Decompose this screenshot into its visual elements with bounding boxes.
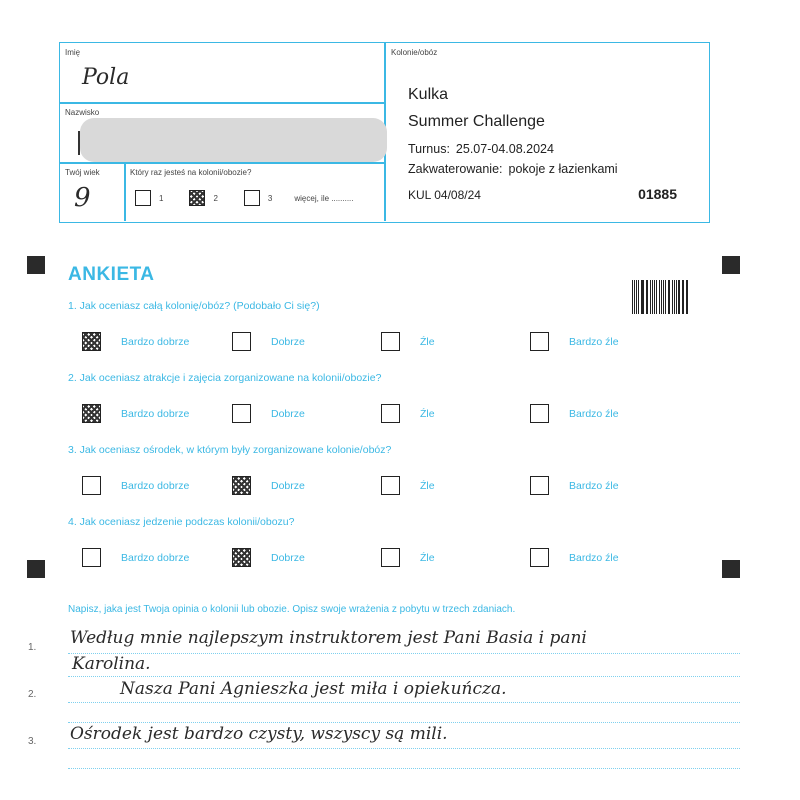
rating-label: Bardzo źle [569, 479, 619, 492]
barcode-bar [686, 280, 687, 314]
name-cell [60, 43, 384, 102]
rating-label: Źle [420, 335, 435, 348]
name-label: Imię [65, 48, 81, 57]
rating-checkbox[interactable] [232, 404, 251, 423]
rating-checkbox[interactable] [381, 476, 400, 495]
barcode-bar [665, 280, 666, 314]
question-2-option[interactable] [530, 404, 619, 423]
question-2-option[interactable] [381, 404, 435, 423]
registration-marker [27, 256, 45, 274]
writing-line [68, 722, 740, 723]
times-label: Który raz jesteś na kolonii/obozie? [130, 168, 252, 177]
registration-marker [722, 256, 740, 274]
question-4-option[interactable] [232, 548, 305, 567]
rating-checkbox[interactable] [82, 332, 101, 351]
barcode-bar [632, 280, 633, 314]
barcode-bar [650, 280, 651, 314]
rating-label: Bardzo dobrze [121, 335, 190, 348]
registration-marker [722, 560, 740, 578]
question-3-option[interactable] [530, 476, 619, 495]
times-option-1: 1 [159, 193, 164, 203]
rating-label: Bardzo źle [569, 335, 619, 348]
question-2-option[interactable] [82, 404, 189, 423]
question-1-option[interactable] [82, 332, 189, 351]
barcode-bar [672, 280, 673, 314]
barcode-bar [642, 280, 643, 314]
rating-checkbox[interactable] [82, 548, 101, 567]
rating-label: Dobrze [271, 479, 305, 492]
question-3-option[interactable] [232, 476, 305, 495]
times-checkbox-1[interactable] [135, 190, 151, 206]
rating-checkbox[interactable] [530, 404, 549, 423]
writing-line [68, 768, 740, 769]
question-3-option[interactable] [82, 476, 189, 495]
times-option-3: 3 [267, 193, 273, 203]
writing-line [68, 748, 740, 749]
opinion-line-1a: Według mnie najlepszym instruktorem jest Pani Basia i pani [70, 628, 587, 648]
barcode-bar [676, 280, 677, 314]
camp-name-line-1: Kulka [408, 86, 449, 103]
times-more: więcej, ile .......... [294, 193, 354, 203]
question-4-option[interactable] [381, 548, 435, 567]
barcode-bar [678, 280, 679, 314]
name-value: Pola [82, 65, 130, 90]
age-cell [60, 163, 124, 221]
writing-line [68, 653, 740, 654]
barcode-bar [656, 280, 657, 314]
times-checkbox-3[interactable] [244, 190, 260, 206]
writing-line [68, 702, 740, 703]
opinion-prompt: Napisz, jaka jest Twoja opinia o kolonii lub obozie. Opisz swoje wrażenia z pobytu w trzech zdaniach. [68, 604, 516, 615]
barcode-bar [638, 280, 639, 314]
surname-cell [60, 103, 384, 162]
turnus-label: Turnus: [408, 142, 450, 156]
line-number-3: 3. [28, 736, 37, 747]
rating-checkbox[interactable] [530, 476, 549, 495]
rating-label: Bardzo dobrze [121, 479, 190, 492]
question-1-option[interactable] [232, 332, 305, 351]
line-number-2: 2. [28, 689, 37, 700]
rating-label: Dobrze [271, 551, 305, 564]
question-1: 1. Jak oceniasz całą kolonię/obóz? (Podobało Ci się?) [68, 300, 320, 312]
camp-label: Kolonie/obóz [391, 48, 438, 57]
question-3-option[interactable] [381, 476, 435, 495]
camp-code: KUL 04/08/24 [408, 188, 481, 202]
question-1-option[interactable] [530, 332, 619, 351]
rating-label: Źle [420, 407, 435, 420]
camp-info [408, 139, 618, 179]
rating-label: Źle [420, 551, 435, 564]
survey-title: ANKIETA [68, 264, 155, 285]
camp-id: 01885 [638, 186, 677, 202]
barcode [632, 280, 690, 314]
question-4-option[interactable] [82, 548, 189, 567]
surname-label: Nazwisko [65, 108, 100, 117]
line-number-1: 1. [28, 642, 37, 653]
rating-label: Bardzo źle [569, 407, 619, 420]
rating-label: Bardzo źle [569, 551, 619, 564]
opinion-line-2: Nasza Pani Agnieszka jest miła i opiekuńcza. [120, 679, 507, 699]
rating-checkbox[interactable] [82, 476, 101, 495]
times-options [135, 190, 354, 206]
age-value: 9 [74, 183, 91, 213]
header-box [59, 42, 710, 223]
redacted-surname [80, 118, 387, 162]
housing-value: pokoje z łazienkami [508, 162, 618, 176]
housing-label: Zakwaterowanie: [408, 162, 503, 176]
times-checkbox-2[interactable] [189, 190, 205, 206]
question-1-option[interactable] [381, 332, 435, 351]
writing-line [68, 676, 740, 677]
times-cell [125, 163, 384, 221]
question-4: 4. Jak oceniasz jedzenie podczas kolonii/obozu? [68, 516, 295, 528]
barcode-bar [659, 280, 660, 314]
rating-checkbox[interactable] [381, 404, 400, 423]
opinion-line-1b: Karolina. [72, 654, 151, 674]
rating-checkbox[interactable] [232, 548, 251, 567]
rating-checkbox[interactable] [530, 332, 549, 351]
rating-label: Bardzo dobrze [121, 407, 190, 420]
age-label: Twój wiek [65, 168, 100, 177]
turnus-value: 25.07-04.08.2024 [455, 142, 554, 156]
rating-label: Źle [420, 479, 435, 492]
rating-label: Dobrze [271, 335, 305, 348]
question-4-option[interactable] [530, 548, 619, 567]
camp-name [408, 81, 545, 135]
rating-label: Bardzo dobrze [121, 551, 190, 564]
question-2-option[interactable] [232, 404, 305, 423]
camp-cell [386, 43, 709, 221]
rating-checkbox[interactable] [530, 548, 549, 567]
opinion-line-3: Ośrodek jest bardzo czysty, wszyscy są mili. [70, 724, 448, 744]
rating-checkbox[interactable] [232, 332, 251, 351]
rating-checkbox[interactable] [381, 548, 400, 567]
rating-checkbox[interactable] [381, 332, 400, 351]
rating-checkbox[interactable] [232, 476, 251, 495]
camp-name-line-2: Summer Challenge [408, 113, 545, 130]
times-option-2: 2 [213, 193, 218, 203]
question-2: 2. Jak oceniasz atrakcje i zajęcia zorganizowane na kolonii/obozie? [68, 372, 382, 384]
rating-label: Dobrze [271, 407, 305, 420]
registration-marker [27, 560, 45, 578]
question-3: 3. Jak oceniasz ośrodek, w którym były zorganizowane kolonie/obóz? [68, 444, 392, 456]
rating-checkbox[interactable] [82, 404, 101, 423]
